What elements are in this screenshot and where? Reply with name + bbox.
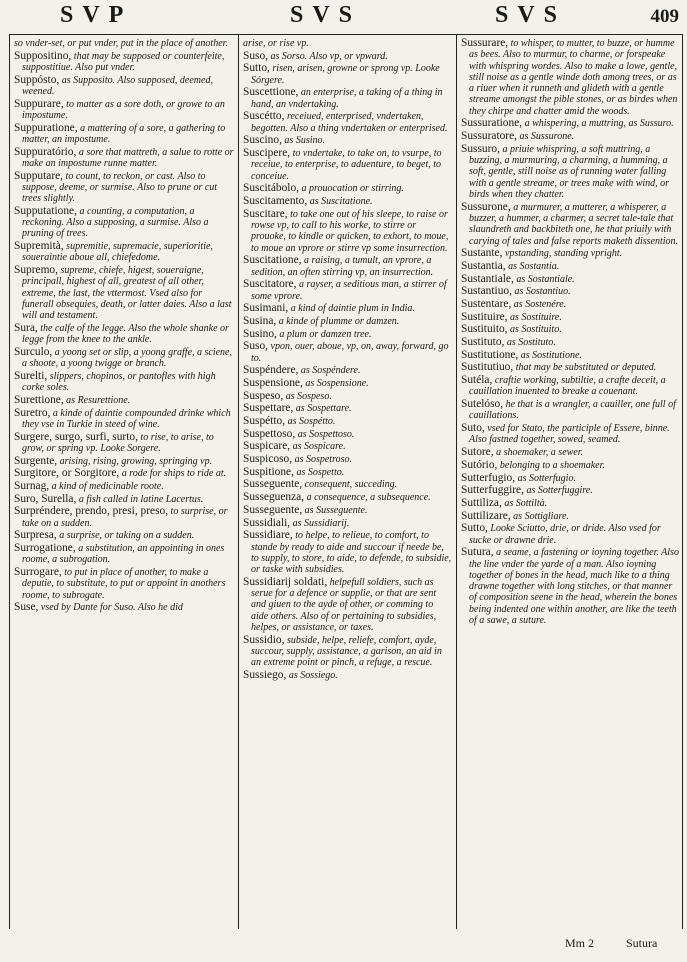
headword: Suspétto, xyxy=(243,415,286,428)
definition: as Sostituito. xyxy=(510,324,562,336)
definition: supremitie, supremacie, superioritie, soueraintie aboue all, chiefedome. xyxy=(22,241,213,264)
headword: Sura, xyxy=(14,322,38,335)
definition: a shoemaker, a sewer. xyxy=(496,447,584,459)
dictionary-entry xyxy=(14,530,234,541)
definition: as Sospensione. xyxy=(305,377,369,389)
definition: a seame, a fastening or ioyning together. Also the line vnder the yarde of a man. Also ioyning together of bones in the head, much like to a thing drawne together with long stitches, or that manner of composition seene in the head, wherein the bones being indented one within another, are like the teeth of a sawe, a suture. xyxy=(469,547,679,627)
definition: as Sotterfuggire. xyxy=(526,485,593,497)
signature-mark: Mm 2 xyxy=(565,936,595,950)
headword: Suto, xyxy=(461,422,485,435)
dictionary-entry xyxy=(243,303,452,314)
dictionary-entry xyxy=(461,511,679,522)
headword: Surrogare, xyxy=(14,566,62,579)
dictionary-entry xyxy=(243,329,452,340)
dictionary-entry xyxy=(243,454,452,465)
definition: a sore that mattreth, a salue to rotte or make an impostume runne matter. xyxy=(22,146,234,169)
headword: Supremità, xyxy=(14,240,64,253)
headword: Sussurone, xyxy=(461,200,511,213)
dictionary-entry xyxy=(461,299,679,310)
dictionary-entry xyxy=(243,492,452,503)
headword: Suttiliza, xyxy=(461,496,502,509)
dictionary-entry xyxy=(14,456,234,467)
catchword: Sutura xyxy=(626,936,658,950)
dictionary-entry xyxy=(243,441,452,452)
dictionary-entry xyxy=(243,365,452,376)
dictionary-entry xyxy=(243,63,452,86)
dictionary-entry xyxy=(14,171,234,205)
definition: as Sottiltà. xyxy=(504,497,548,509)
headword: Suspettoso, xyxy=(243,427,296,440)
page-number: 409 xyxy=(650,6,679,27)
column-2 xyxy=(243,38,452,928)
dictionary-entry xyxy=(243,670,452,681)
dictionary-entry xyxy=(461,523,679,546)
headword: Susina, xyxy=(243,314,277,327)
headword: Sussidiarij soldati, xyxy=(243,575,328,588)
definition: to helpe, to relieue, to comfort, to stande by ready to aide and succour if neede be, to supply, to store, to aide, to defende, to subsidie, or taske with subsidies. xyxy=(251,530,452,576)
definition: an enterprise, a taking of a thing in hand, an vndertaking. xyxy=(251,87,443,110)
definition: to rise, to arise, to grow, or spring vp. Looke Sorgere. xyxy=(22,431,214,454)
dictionary-entry xyxy=(461,350,679,361)
dictionary-entry xyxy=(243,148,452,182)
dictionary-entry xyxy=(14,481,234,492)
definition: to matter as a sore doth, or growe to an impostume. xyxy=(22,98,225,121)
header-middle-guideword: SVS xyxy=(290,2,362,28)
column-3 xyxy=(461,38,679,928)
headword: Sussidio, xyxy=(243,633,285,646)
dictionary-entry xyxy=(243,391,452,402)
dictionary-entry xyxy=(461,423,679,446)
headword: Suscitamento, xyxy=(243,194,308,207)
dictionary-entry xyxy=(14,506,234,529)
dictionary-entry xyxy=(243,51,452,62)
definition: as Sospétto. xyxy=(287,416,336,428)
dictionary-entry xyxy=(14,567,234,601)
headword: Surnag, xyxy=(14,480,50,493)
headword: Sussidiali, xyxy=(243,516,291,529)
definition: a kinde of daintie compounded drinke which they vse in Turkie in steed of wine. xyxy=(22,407,231,430)
header-left-guideword: SVP xyxy=(60,2,133,28)
dictionary-entry xyxy=(14,432,234,455)
definition: as Sospettoso. xyxy=(297,428,355,440)
definition: as Sospetto. xyxy=(296,466,345,478)
dictionary-entry xyxy=(461,324,679,335)
definition: as Sospicare. xyxy=(292,441,346,453)
dictionary-entry xyxy=(243,429,452,440)
definition: as Sospettare. xyxy=(295,403,352,415)
dictionary-entry xyxy=(243,378,452,389)
headword: Suspicare, xyxy=(243,440,291,453)
dictionary-entry xyxy=(14,38,234,49)
definition: vsed by Dante for Suso. Also he did xyxy=(40,602,183,614)
dictionary-entry xyxy=(14,371,234,394)
header-right-guideword: SVS xyxy=(495,2,567,28)
dictionary-entry xyxy=(461,399,679,422)
dictionary-entry xyxy=(243,135,452,146)
definition: as Supposito. Also supposed, deemed, weened. xyxy=(22,74,213,97)
definition: to take one out of his sleepe, to raise or rowse vp, to call to his worke, to stirre or prouoke, to kindle or quicken, to exhort, to moue, to moue an vprore or stirre vp some insurrection. xyxy=(251,208,449,254)
headword: Surgere, surgo, surfi, surto, xyxy=(14,430,138,443)
headword: Suscitábolo, xyxy=(243,182,300,195)
definition: consequent, succeding. xyxy=(304,479,398,491)
definition: a whispering, a muttring, as Sussuro. xyxy=(524,118,674,130)
definition: Looke Sciutto, drie, or dride. Also vsed for sucke or drawne drie. xyxy=(469,523,661,546)
dictionary-entry xyxy=(461,447,679,458)
headword: Sustitutiuo, xyxy=(461,361,514,374)
definition: a surprise, or taking on a sudden. xyxy=(59,530,195,542)
dictionary-entry xyxy=(14,347,234,370)
headword: Sussuratione, xyxy=(461,117,523,130)
dictionary-entry xyxy=(14,602,234,613)
headword: Suspéndere, xyxy=(243,364,299,377)
headword: Suse, xyxy=(14,601,39,614)
headword: Suspicoso, xyxy=(243,453,293,466)
dictionary-entry xyxy=(14,323,234,346)
headword: Suspeso, xyxy=(243,389,284,402)
headword: Susimani, xyxy=(243,302,289,315)
definition: craftie working, subtiltie, a crafte deceit, a cauillation inuented to breake a couenant. xyxy=(469,375,666,398)
dictionary-entry xyxy=(461,131,679,142)
headword: Suspensione, xyxy=(243,376,303,389)
headword: Suscino, xyxy=(243,134,282,147)
dictionary-entry xyxy=(14,147,234,170)
definition: as Sospéndere. xyxy=(300,365,361,377)
headword: Suspitione, xyxy=(243,465,294,478)
definition: that may be supposed or counterfeite, suppostitiue. Also put vnder. xyxy=(22,50,225,73)
dictionary-entry xyxy=(243,111,452,134)
definition: he that is a wrangler, a cauiller, one full of cauillations. xyxy=(469,399,676,422)
headword: Sutto, xyxy=(243,62,270,75)
dictionary-entry xyxy=(243,38,452,49)
column-rule-2 xyxy=(456,34,457,929)
dictionary-entry xyxy=(14,468,234,479)
headword: Suscétto, xyxy=(243,110,285,123)
headword: Sustantia, xyxy=(461,259,506,272)
definition: slippers, chopinos, or pantofles with high corke soles. xyxy=(22,371,216,394)
dictionary-entry xyxy=(14,51,234,74)
definition: as Sostituto. xyxy=(506,337,556,349)
headword: Surgitore, or Sorgitore, xyxy=(14,467,120,480)
headword: Suro, Surella, xyxy=(14,492,77,505)
definition: arise, or rise vp. xyxy=(243,38,309,49)
definition: as Susseguente. xyxy=(304,504,368,516)
headword: Susino, xyxy=(243,327,277,340)
headword: Sussiego, xyxy=(243,668,287,681)
definition: that may be substituted or deputed. xyxy=(515,362,657,374)
definition: as Suscitatione. xyxy=(309,195,373,207)
definition: as Sotterfugio. xyxy=(517,472,576,484)
headword: Suppuratório, xyxy=(14,145,77,158)
dictionary-entry xyxy=(461,286,679,297)
headword: Sussuro, xyxy=(461,142,500,155)
headword: Supputare, xyxy=(14,169,64,182)
definition: as Resurettione. xyxy=(66,394,131,406)
headword: Suspettare, xyxy=(243,402,294,415)
headword: Suppuratione, xyxy=(14,121,78,134)
dictionary-entry xyxy=(14,494,234,505)
definition: a kinde of plumme or damzen. xyxy=(278,315,400,327)
dictionary-entry xyxy=(243,209,452,254)
headword: Sutura, xyxy=(461,546,494,559)
definition: as Sostantiale. xyxy=(516,273,575,285)
headword: Sustantiale, xyxy=(461,272,514,285)
definition: as Sossiego. xyxy=(288,669,338,681)
definition: as Sussidiarij. xyxy=(292,517,350,529)
page-footer xyxy=(0,934,687,956)
definition: helpefull soldiers, such as serue for a defence or supplie, or that are sent and giuen to the ayde of other, or comming to aide others. Also of or pertaining to subsidies, helpes, or assistance, or taxes. xyxy=(251,576,437,633)
headword: Surrogatione, xyxy=(14,542,76,555)
headword: Supputatione, xyxy=(14,204,77,217)
definition: arising, rising, growing, springing vp. xyxy=(59,455,213,467)
headword: Surpresa, xyxy=(14,529,57,542)
dictionary-entry xyxy=(461,312,679,323)
definition: as Sospetroso. xyxy=(294,454,352,466)
headword: Sutório, xyxy=(461,458,498,471)
dictionary-entry xyxy=(243,87,452,110)
dictionary-entry xyxy=(243,341,452,364)
dictionary-entry xyxy=(461,473,679,484)
definition: risen, arisen, growne or sprong vp. Looke Sórgere. xyxy=(251,63,440,86)
dictionary-entry xyxy=(14,408,234,431)
definition: to whisper, to mutter, to buzze, or humme as bees. Also to murmur, to charme, or forspeake with whispring wordes. Also to make a lowe, gentle, still noise as a gentle winde doth among trees, or as a riuer when it runneth and glideth with a gentle streame amongst the pible stones, or as birdes when they chirpe and chatter amid the woods. xyxy=(469,38,678,117)
headword: Suscitatione, xyxy=(243,254,302,267)
headword: Suscitare, xyxy=(243,207,288,220)
headword: Sutterfugio, xyxy=(461,471,516,484)
dictionary-entry xyxy=(243,530,452,575)
definition: a fish called in latine Lacertus. xyxy=(78,493,204,505)
headword: Sussuratore, xyxy=(461,130,517,143)
dictionary-entry xyxy=(461,248,679,259)
dictionary-entry xyxy=(461,144,679,200)
dictionary-entry xyxy=(461,118,679,129)
dictionary-entry xyxy=(14,241,234,264)
definition: belonging to a shoemaker. xyxy=(499,459,605,471)
definition: to put in place of another, to make a deputie, to substitute, to put or appoint in anothers roome, to subrogate. xyxy=(22,567,226,601)
headword: Suscettione, xyxy=(243,86,299,99)
headword: Sustantiuo, xyxy=(461,285,512,298)
dictionary-entry xyxy=(243,518,452,529)
headword: Sustituito, xyxy=(461,323,508,336)
definition: as Sostantiuo. xyxy=(514,286,571,298)
column-rule-left xyxy=(9,34,10,929)
dictionary-entry xyxy=(14,206,234,240)
dictionary-entry xyxy=(461,38,679,117)
dictionary-entry xyxy=(14,123,234,146)
dictionary-entry xyxy=(243,403,452,414)
definition: a priuie whispring, a soft muttring, a buzzing, a murmuring, a charming, a humming, a soft, gentle, still noise as of running water falling with a gentle streame, or trees make with wind, or birds when they chatter. xyxy=(469,143,670,201)
headword: Sussurare, xyxy=(461,38,509,49)
definition: to count, to reckon, or cast. Also to suppose, deeme, or surmise. Also to prune or cut trees slightly. xyxy=(22,170,218,205)
definition: as Sostantia. xyxy=(508,260,560,272)
definition: a prouocation or stirring. xyxy=(301,183,404,195)
dictionary-entry xyxy=(243,635,452,669)
definition: a plum or damzen tree. xyxy=(279,328,372,340)
definition: vpon, ouer, aboue, vp, on, away, forward, go to. xyxy=(251,341,449,364)
dictionary-entry xyxy=(243,479,452,490)
headword: Suscipere, xyxy=(243,147,291,160)
definition: a consequence, a subsequence. xyxy=(306,492,431,504)
definition: as Sussurone. xyxy=(519,131,575,143)
definition: the calfe of the legge. Also the whole shanke or legge from the knee to the ankle. xyxy=(22,323,229,346)
definition: as Sorso. Also vp, or vpward. xyxy=(270,50,388,62)
definition: as Susino. xyxy=(284,135,325,147)
dictionary-entry xyxy=(14,99,234,122)
definition: to surprise, or take on a sudden. xyxy=(22,506,228,529)
headword: Surculo, xyxy=(14,346,53,359)
column-1 xyxy=(14,38,234,928)
headword: Supremo, xyxy=(14,264,58,277)
dictionary-entry xyxy=(243,577,452,633)
definition: as Sostenére. xyxy=(513,299,567,311)
dictionary-entry xyxy=(243,196,452,207)
dictionary-entry xyxy=(243,316,452,327)
definition: a rode for ships to ride at. xyxy=(121,468,227,480)
running-header xyxy=(0,2,687,32)
headword: Sustentare, xyxy=(461,298,512,311)
definition: a raising, a tumult, an vprore, a sedition, an often stirring vp, an insurrection. xyxy=(251,255,434,278)
header-rule xyxy=(10,34,682,35)
headword: Surpréndere, prendo, presi, preso, xyxy=(14,505,169,518)
headword: Suppurare, xyxy=(14,97,64,110)
dictionary-entry xyxy=(461,261,679,272)
definition: vsed for Stato, the participle of Essere, binne. Also fastned together, sowed, seamed. xyxy=(469,423,670,446)
headword: Suttilizare, xyxy=(461,509,511,522)
dictionary-entry xyxy=(243,467,452,478)
definition: as Sostituire. xyxy=(510,311,562,323)
dictionary-entry xyxy=(461,485,679,496)
headword: Sustituire, xyxy=(461,310,508,323)
dictionary-entry xyxy=(461,498,679,509)
dictionary-entry xyxy=(243,505,452,516)
headword: Suppósto, xyxy=(14,73,60,86)
definition: to vndertake, to take on, to vsurpe, to receiue, to enterprise, to aduenture, to beget, to conceiue. xyxy=(251,148,442,182)
definition: a kind of daintie plum in India. xyxy=(290,303,415,315)
dictionary-entry xyxy=(14,543,234,566)
dictionary-entry xyxy=(461,274,679,285)
dictionary-entry xyxy=(461,202,679,247)
definition: a mattering of a sore, a gathering to matter, an impostume. xyxy=(22,122,226,145)
headword: Sussidiare, xyxy=(243,529,293,542)
headword: Sutterfuggire, xyxy=(461,484,524,497)
headword: Susseguente, xyxy=(243,478,303,491)
headword: Suretro, xyxy=(14,406,51,419)
headword: Sutore, xyxy=(461,446,494,459)
headword: Suscitatore, xyxy=(243,278,297,291)
definition: supreme, chiefe, higest, soueraigne, principall, highest of all, greatest of all other, extreme, the last, the vttermost. Vsed also for funerall obsequies, death, or latter daies. Also a last will and testament. xyxy=(22,265,232,322)
headword: Surettione, xyxy=(14,393,64,406)
dictionary-entry xyxy=(461,375,679,398)
column-rule-1 xyxy=(238,34,239,929)
definition: a counting, a computation, a reckoning. Also a supposing, a surmise. Also a pruning of trees. xyxy=(22,205,209,240)
dictionary-entry xyxy=(243,416,452,427)
dictionary-entry xyxy=(14,75,234,98)
definition: a substitution, an appointing in ones roome, a subrogation. xyxy=(22,543,225,566)
dictionary-entry xyxy=(243,255,452,278)
definition: subside, helpe, reliefe, comfort, ayde, succour, supply, assistance, a garison, an aid in an extreme point or pinch, a refuge, a rescue. xyxy=(251,634,442,669)
definition: as Sostitutione. xyxy=(520,349,582,361)
dictionary-entry xyxy=(461,362,679,373)
headword: Surelti, xyxy=(14,370,48,382)
definition: a murmurer, a mutterer, a whisperer, a buzzer, a hummer, a charmer, a secret tale-tale that slaundreth and backbiteth one, he that priuily with carying of tales and false reports maketh dissention. xyxy=(469,201,679,247)
headword: Sustante, xyxy=(461,247,503,260)
dictionary-entry xyxy=(14,265,234,321)
definition: a rayser, a seditious man, a stirrer of some vprore. xyxy=(251,279,447,302)
definition: as Sottigliare. xyxy=(513,510,569,522)
headword: Sustituto, xyxy=(461,336,505,349)
dictionary-entry xyxy=(461,337,679,348)
definition: so vnder-set, or put vnder, put in the place of another. xyxy=(14,38,228,49)
definition: a yoong set or slip, a yoong graffe, a sciene, a shoote, a yoong twigge or branch. xyxy=(22,347,232,370)
headword: Suso, xyxy=(243,49,269,62)
headword: Suso, xyxy=(243,340,269,353)
headword: Suppositino, xyxy=(14,49,72,62)
definition: vpstanding, standing vpright. xyxy=(504,248,623,260)
headword: Susseguente, xyxy=(243,503,303,516)
headword: Sutéla, xyxy=(461,374,493,387)
dictionary-entry xyxy=(461,460,679,471)
definition: receiued, enterprised, vndertaken, begotten. Also a thing vndertaken or enterprised. xyxy=(251,111,448,134)
headword: Sutelóso, xyxy=(461,398,504,411)
dictionary-entry xyxy=(243,183,452,194)
column-rule-right xyxy=(682,34,683,929)
definition: a kind of medicinable roote. xyxy=(51,481,164,493)
headword: Surgente, xyxy=(14,454,58,467)
headword: Sutto, xyxy=(461,522,488,535)
definition: as Sospeso. xyxy=(285,390,332,402)
headword: Susseguenza, xyxy=(243,491,305,504)
dictionary-entry xyxy=(14,395,234,406)
headword: Sustitutione, xyxy=(461,348,519,361)
dictionary-entry xyxy=(243,279,452,302)
dictionary-entry xyxy=(461,547,679,626)
